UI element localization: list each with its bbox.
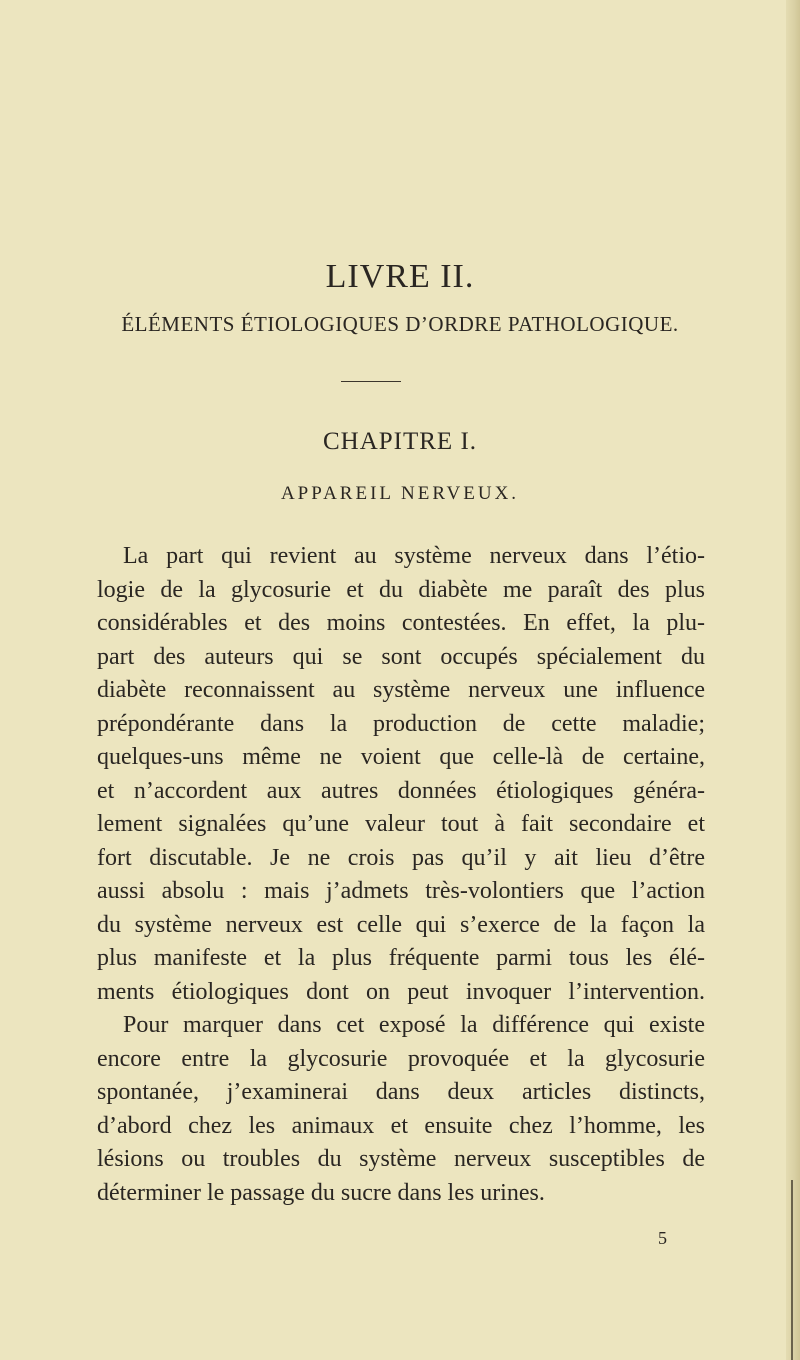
text-line: encore entre la glycosurie provoquée et la glycosurie: [97, 1045, 705, 1072]
section-divider: [341, 381, 401, 382]
text-line: du système nerveux est celle qui s’exerce de la façon la: [97, 911, 705, 938]
text-line: fort discutable. Je ne crois pas qu’il y ait lieu d’être: [97, 844, 705, 871]
text-line: spontanée, j’examinerai dans deux articles distincts,: [97, 1079, 705, 1105]
text-line: déterminer le passage du sucre dans les urines.: [97, 1179, 545, 1206]
chapter-subtitle: APPAREIL NERVEUX.: [280, 483, 520, 504]
text-line: plus manifeste et la plus fréquente parmi tous les élé-: [97, 945, 705, 971]
text-line: lésions ou troubles du système nerveux susceptibles de: [97, 1146, 705, 1172]
text-line: lement signalées qu’une valeur tout à fait secondaire et: [97, 811, 705, 837]
text-line: d’abord chez les animaux et ensuite chez l’homme, les: [97, 1112, 705, 1139]
page-number: 5: [658, 1228, 667, 1248]
text-line: logie de la glycosurie et du diabète me paraît des plus: [97, 576, 705, 603]
book-subtitle: ÉLÉMENTS ÉTIOLOGIQUES D’ORDRE PATHOLOGIQUE.: [121, 312, 679, 336]
book-title: LIVRE II.: [325, 258, 475, 295]
binding-edge-line: [791, 1180, 793, 1360]
text-line: La part qui revient au système nerveux dans l’étio-: [123, 543, 705, 569]
body-text: [97, 540, 705, 1210]
text-line: diabète reconnaissent au système nerveux une influence: [97, 677, 705, 703]
chapter-title: CHAPITRE I.: [322, 428, 478, 455]
page-edge: [786, 0, 800, 1360]
text-line: Pour marquer dans cet exposé la différence qui existe: [123, 1012, 705, 1038]
text-line: part des auteurs qui se sont occupés spécialement du: [97, 643, 705, 670]
text-line: prépondérante dans la production de cette maladie;: [97, 710, 705, 737]
text-line: ments étiologiques dont on peut invoquer l’intervention.: [97, 978, 705, 1005]
text-line: aussi absolu : mais j’admets très-volontiers que l’action: [97, 878, 705, 904]
text-line: quelques-uns même ne voient que celle-là de certaine,: [97, 744, 705, 770]
text-line: et n’accordent aux autres données étiologiques généra-: [97, 777, 705, 804]
text-line: considérables et des moins contestées. En effet, la plu-: [97, 610, 705, 636]
